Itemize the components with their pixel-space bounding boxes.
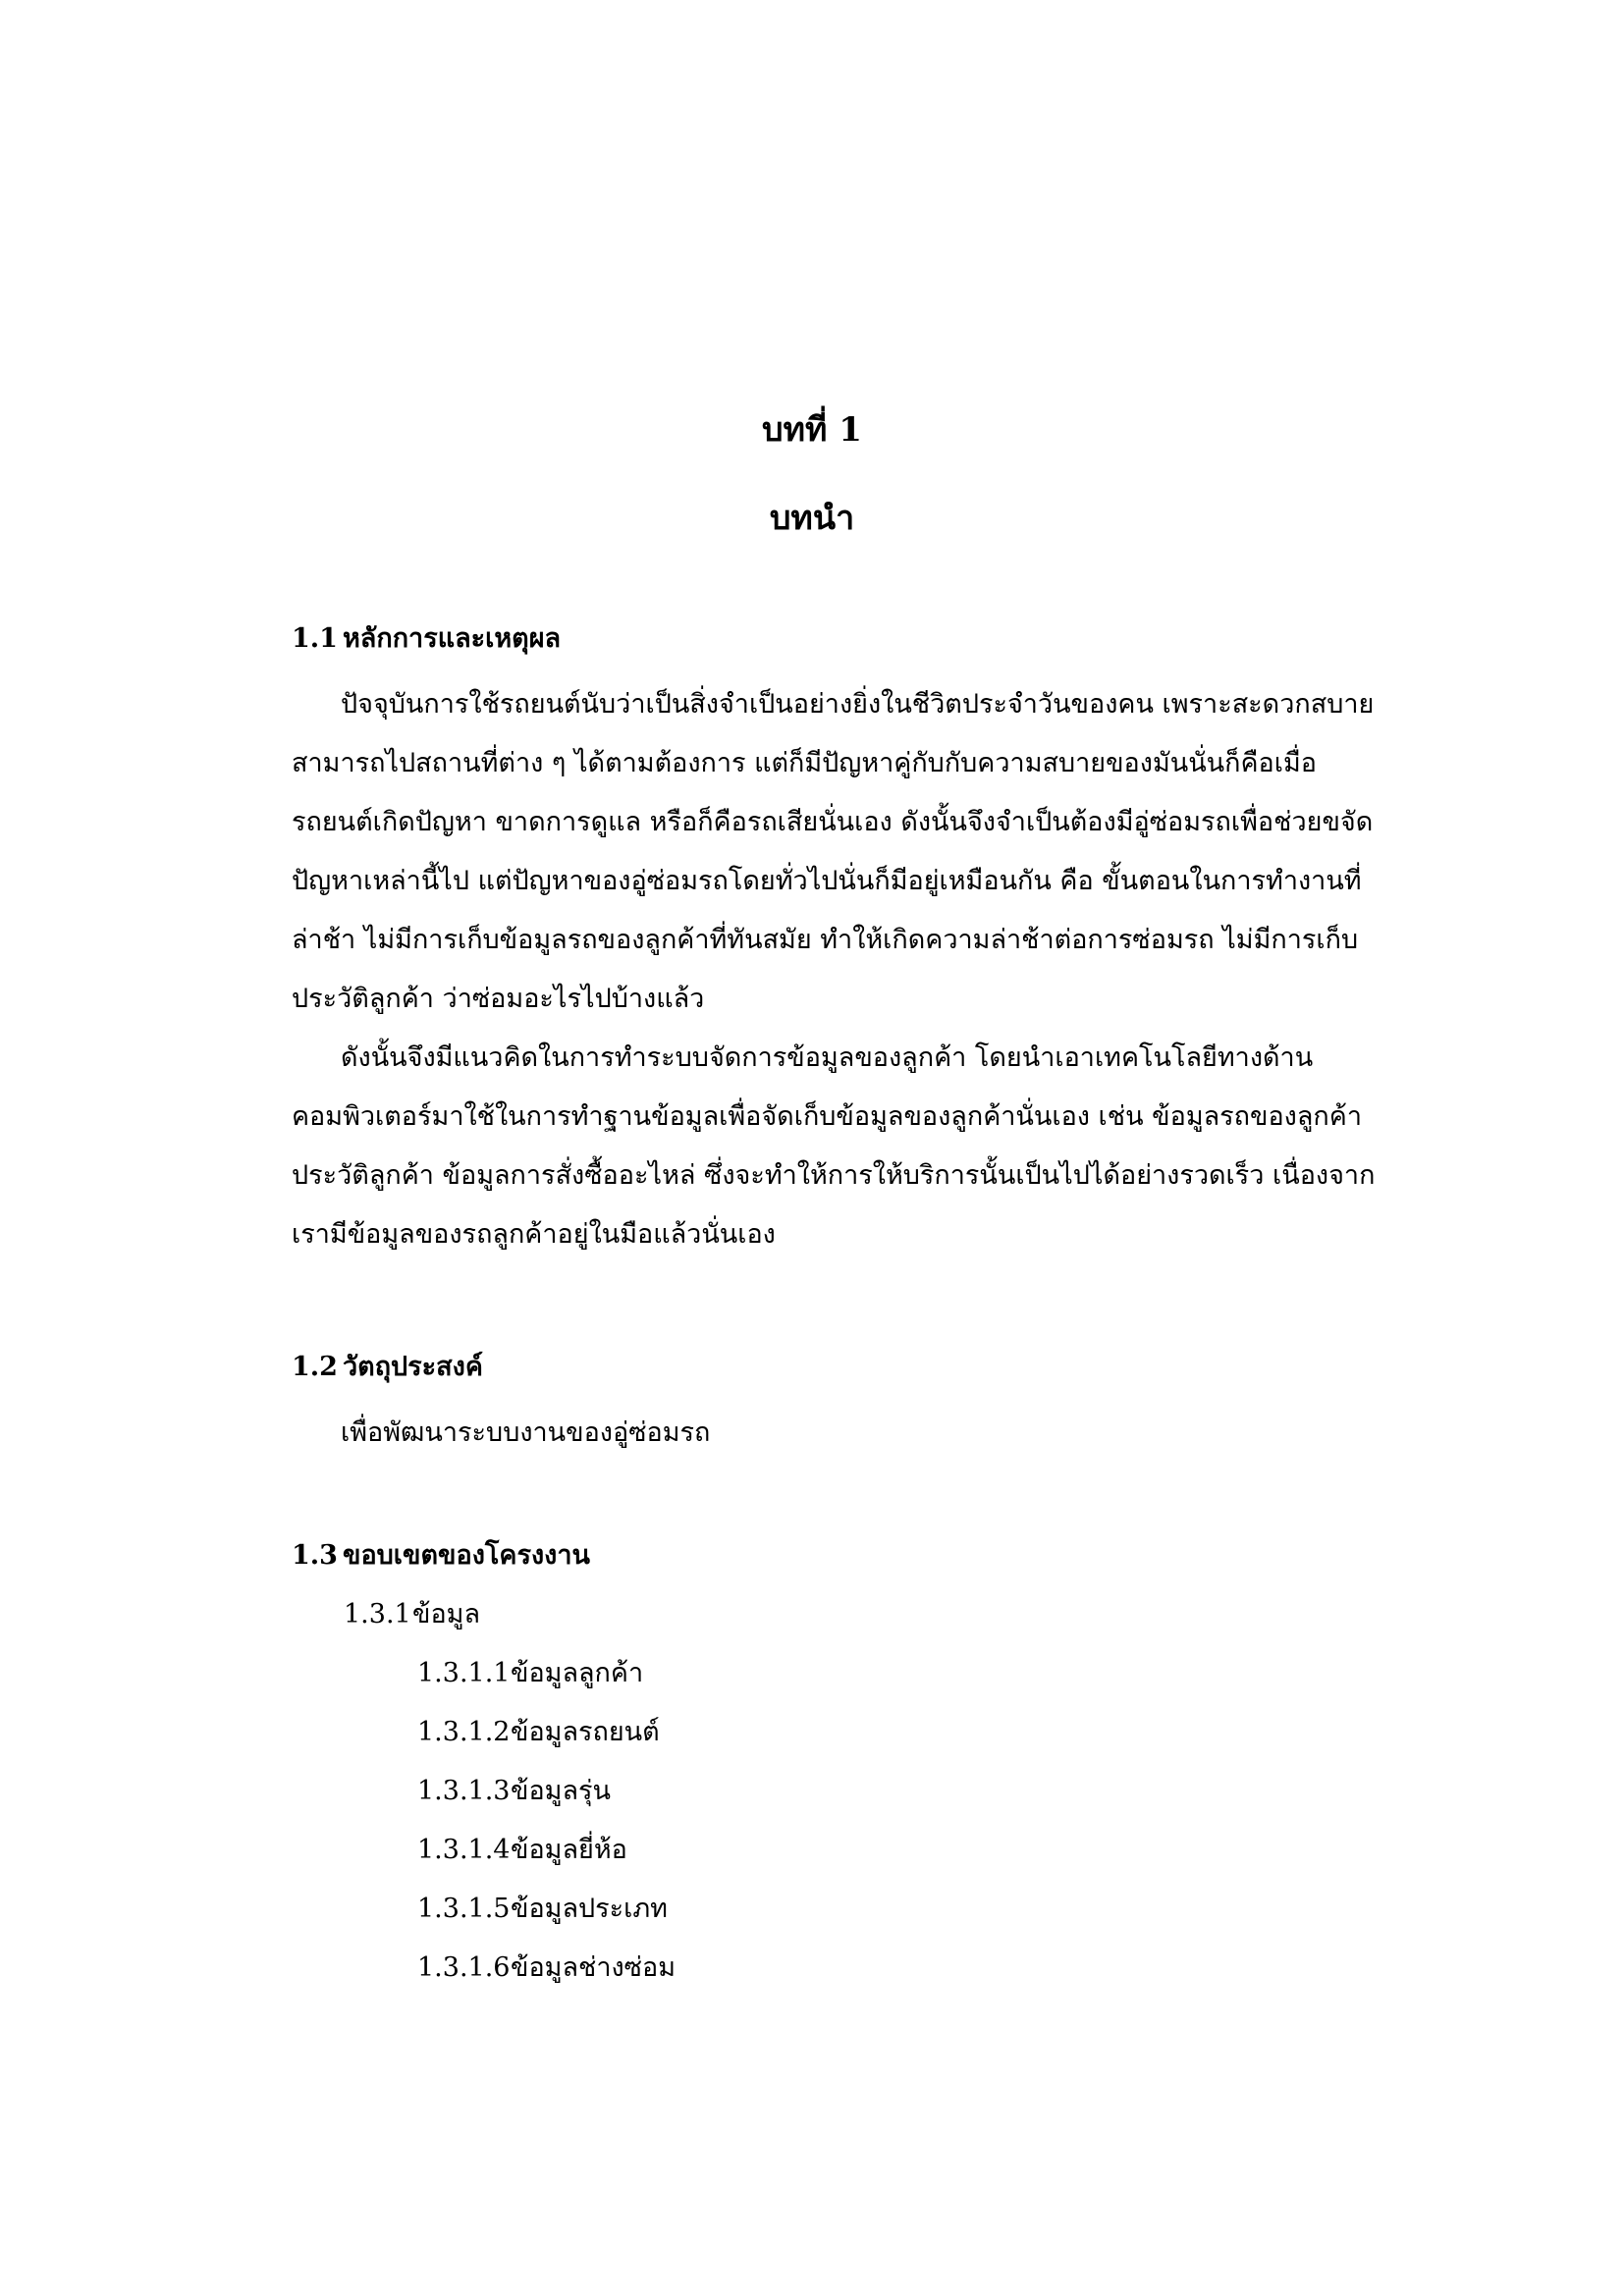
- section-heading-1-3: [292, 1533, 590, 1575]
- list-item: [417, 1710, 660, 1752]
- item-label: ข้อมูลรถยนต์: [511, 1717, 660, 1747]
- paragraph-line: สามารถไปสถานที่ต่าง ๆ ได้ตามต้องการ แต่ก็มีปัญหาคู่กับกับความสบายของมันนั่นก็คือเมื่อ: [292, 748, 1317, 778]
- item-label: ข้อมูลลูกค้า: [511, 1658, 644, 1688]
- paragraph-line: ดังนั้นจึงมีแนวคิดในการทำระบบจัดการข้อมูลของลูกค้า โดยนำเอาเทคโนโลยีทางด้าน: [341, 1042, 1314, 1073]
- paragraph-line: รถยนต์เกิดปัญหา ขาดการดูแล หรือก็คือรถเสียนั่นเอง ดังนั้นจึงจำเป็นต้องมีอู่ซ่อมรถเพื่อช่วยขจัด: [292, 807, 1374, 837]
- subsection-number: 1.3.1: [344, 1599, 411, 1629]
- section-number: 1.3: [292, 1540, 338, 1571]
- section-heading-1-2: [292, 1345, 483, 1387]
- chapter-number-heading: บทที่ 1: [762, 410, 862, 450]
- subsection-title: ข้อมูล: [412, 1599, 481, 1629]
- paragraph-rationale-2: [292, 1029, 1421, 1264]
- item-number: 1.3.1.4: [417, 1835, 511, 1865]
- paragraph-objective: [292, 1404, 1421, 1463]
- paragraph-line: ประวัติลูกค้า ข้อมูลการสั่งซื้ออะไหล่ ซึ่งจะทำให้การให้บริการนั้นเป็นไปได้อย่างรวดเร็ว เนื่องจาก: [292, 1160, 1376, 1191]
- list-item: [417, 1651, 643, 1693]
- list-item: [417, 1769, 611, 1811]
- item-number: 1.3.1.2: [417, 1717, 511, 1747]
- list-item: [417, 1828, 627, 1870]
- paragraph-line: ล่าช้า ไม่มีการเก็บข้อมูลรถของลูกค้าที่ทันสมัย ทำให้เกิดความล่าช้าต่อการซ่อมรถ ไม่มีการเก็บ: [292, 925, 1359, 955]
- paragraph-line: ประวัติลูกค้า ว่าซ่อมอะไรไปบ้างแล้ว: [292, 984, 705, 1014]
- section-title: วัตถุประสงค์: [343, 1352, 483, 1382]
- item-label: ข้อมูลรุ่น: [511, 1776, 611, 1806]
- paragraph-rationale-1: [292, 675, 1421, 1029]
- item-label: ข้อมูลยี่ห้อ: [511, 1835, 627, 1865]
- section-heading-1-1: [292, 616, 561, 659]
- subsection-1-3-1: [344, 1592, 480, 1634]
- chapter-title-heading: บทนำ: [769, 499, 855, 538]
- section-title: ขอบเขตของโครงงาน: [343, 1540, 590, 1571]
- item-number: 1.3.1.6: [417, 1952, 511, 1983]
- paragraph-line: ปัจจุบันการใช้รถยนต์นับว่าเป็นสิ่งจำเป็นอย่างยิ่งในชีวิตประจำวันของคน เพราะสะดวกสบาย: [341, 689, 1375, 720]
- item-number: 1.3.1.3: [417, 1776, 511, 1806]
- section-number: 1.2: [292, 1352, 338, 1382]
- item-label: ข้อมูลช่างซ่อม: [511, 1952, 677, 1983]
- item-number: 1.3.1.5: [417, 1894, 511, 1924]
- paragraph-line: เรามีข้อมูลของรถลูกค้าอยู่ในมือแล้วนั่นเอง: [292, 1219, 776, 1250]
- paragraph-line: ปัญหาเหล่านี้ไป แต่ปัญหาของอู่ซ่อมรถโดยทั่วไปนั่นก็มีอยู่เหมือนกัน คือ ขั้นตอนในการทำงานที่: [292, 866, 1362, 896]
- paragraph-line: คอมพิวเตอร์มาใช้ในการทำฐานข้อมูลเพื่อจัดเก็บข้อมูลของลูกค้านั่นเอง เช่น ข้อมูลรถของลูกค้า: [292, 1101, 1362, 1132]
- item-label: ข้อมูลประเภท: [511, 1894, 668, 1924]
- list-item: [417, 1946, 676, 1988]
- list-item: [417, 1887, 668, 1929]
- section-title: หลักการและเหตุผล: [343, 623, 562, 654]
- paragraph-line: เพื่อพัฒนาระบบงานของอู่ซ่อมรถ: [341, 1417, 711, 1448]
- item-number: 1.3.1.1: [417, 1658, 511, 1688]
- section-number: 1.1: [292, 623, 338, 654]
